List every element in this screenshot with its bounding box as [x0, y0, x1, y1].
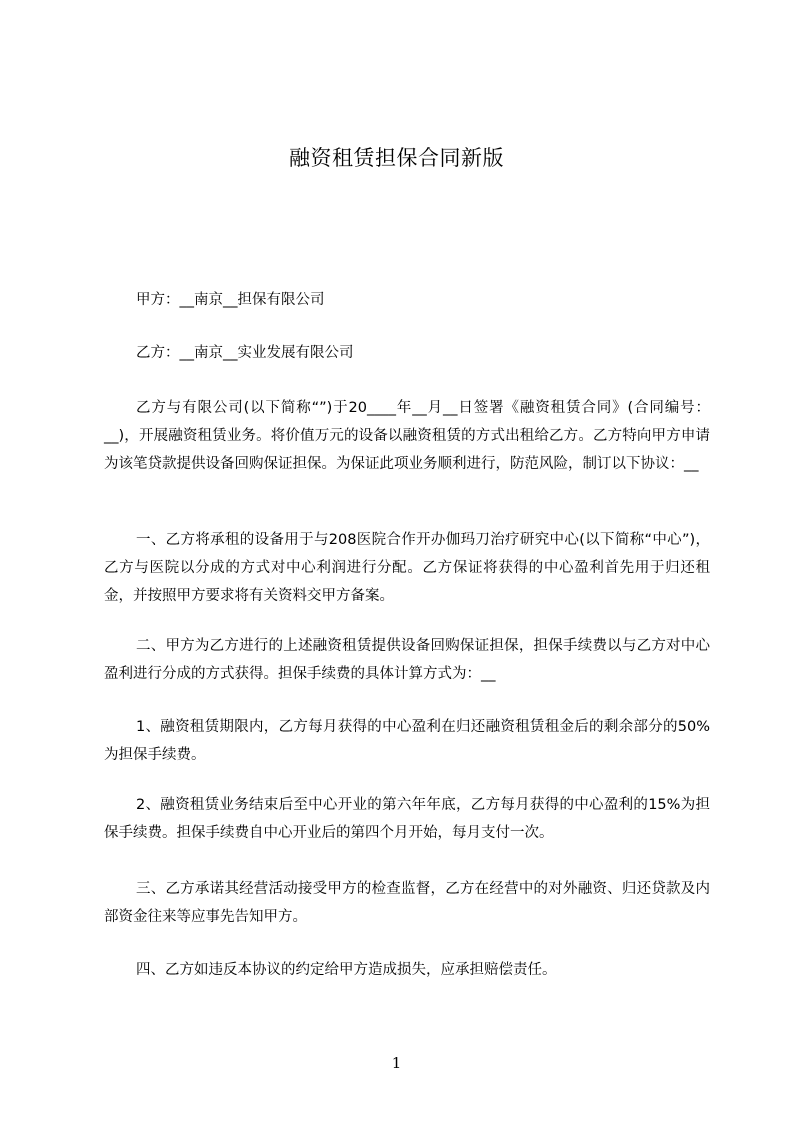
- clause-two-item-two: 2、融资租赁业务结束后至中心开业的第六年年底，乙方每月获得的中心盈利的15%为担保手续费。担保手续费自中心开业后的第四个月开始，每月支付一次。: [104, 797, 710, 841]
- intro-paragraph: 乙方与有限公司(以下简称“”)于20____年__月__日签署《融资租赁合同》(合同编号：__)，开展融资租赁业务。将价值万元的设备以融资租赁的方式出租给乙方。乙方特向甲方申请为该笔贷款提供设备回购保证担保。为保证此项业务顺利进行，防范风险，制订以下协议：__: [104, 400, 710, 472]
- page-number: 1: [391, 1054, 402, 1072]
- party-b-line: 乙方：__南京__实业发展有限公司: [136, 345, 354, 361]
- clause-three-paragraph: 三、乙方承诺其经营活动接受甲方的检查监督，乙方在经营中的对外融资、归还贷款及内部资金往来等应事先告知甲方。: [104, 881, 710, 925]
- clause-four-paragraph: 四、乙方如违反本协议的约定给甲方造成损失，应承担赔偿责任。: [136, 962, 557, 978]
- clause-two-paragraph: 二、甲方为乙方进行的上述融资租赁提供设备回购保证担保，担保手续费以与乙方对中心盈利进行分成的方式获得。担保手续费的具体计算方式为：__: [104, 638, 710, 682]
- clause-two-item-one: 1、融资租赁期限内，乙方每月获得的中心盈利在归还融资租赁租金后的剩余部分的50%为担保手续费。: [104, 719, 710, 763]
- party-a-line: 甲方：__南京__担保有限公司: [136, 292, 325, 308]
- clause-one-paragraph: 一、乙方将承租的设备用于与208医院合作开办伽玛刀治疗研究中心(以下简称“中心”)，乙方与医院以分成的方式对中心利润进行分配。乙方保证将获得的中心盈利首先用于归还租金，并按照甲方要求将有关资料交甲方备案。: [104, 532, 710, 604]
- document-title: 融资租赁担保合同新版: [289, 146, 504, 170]
